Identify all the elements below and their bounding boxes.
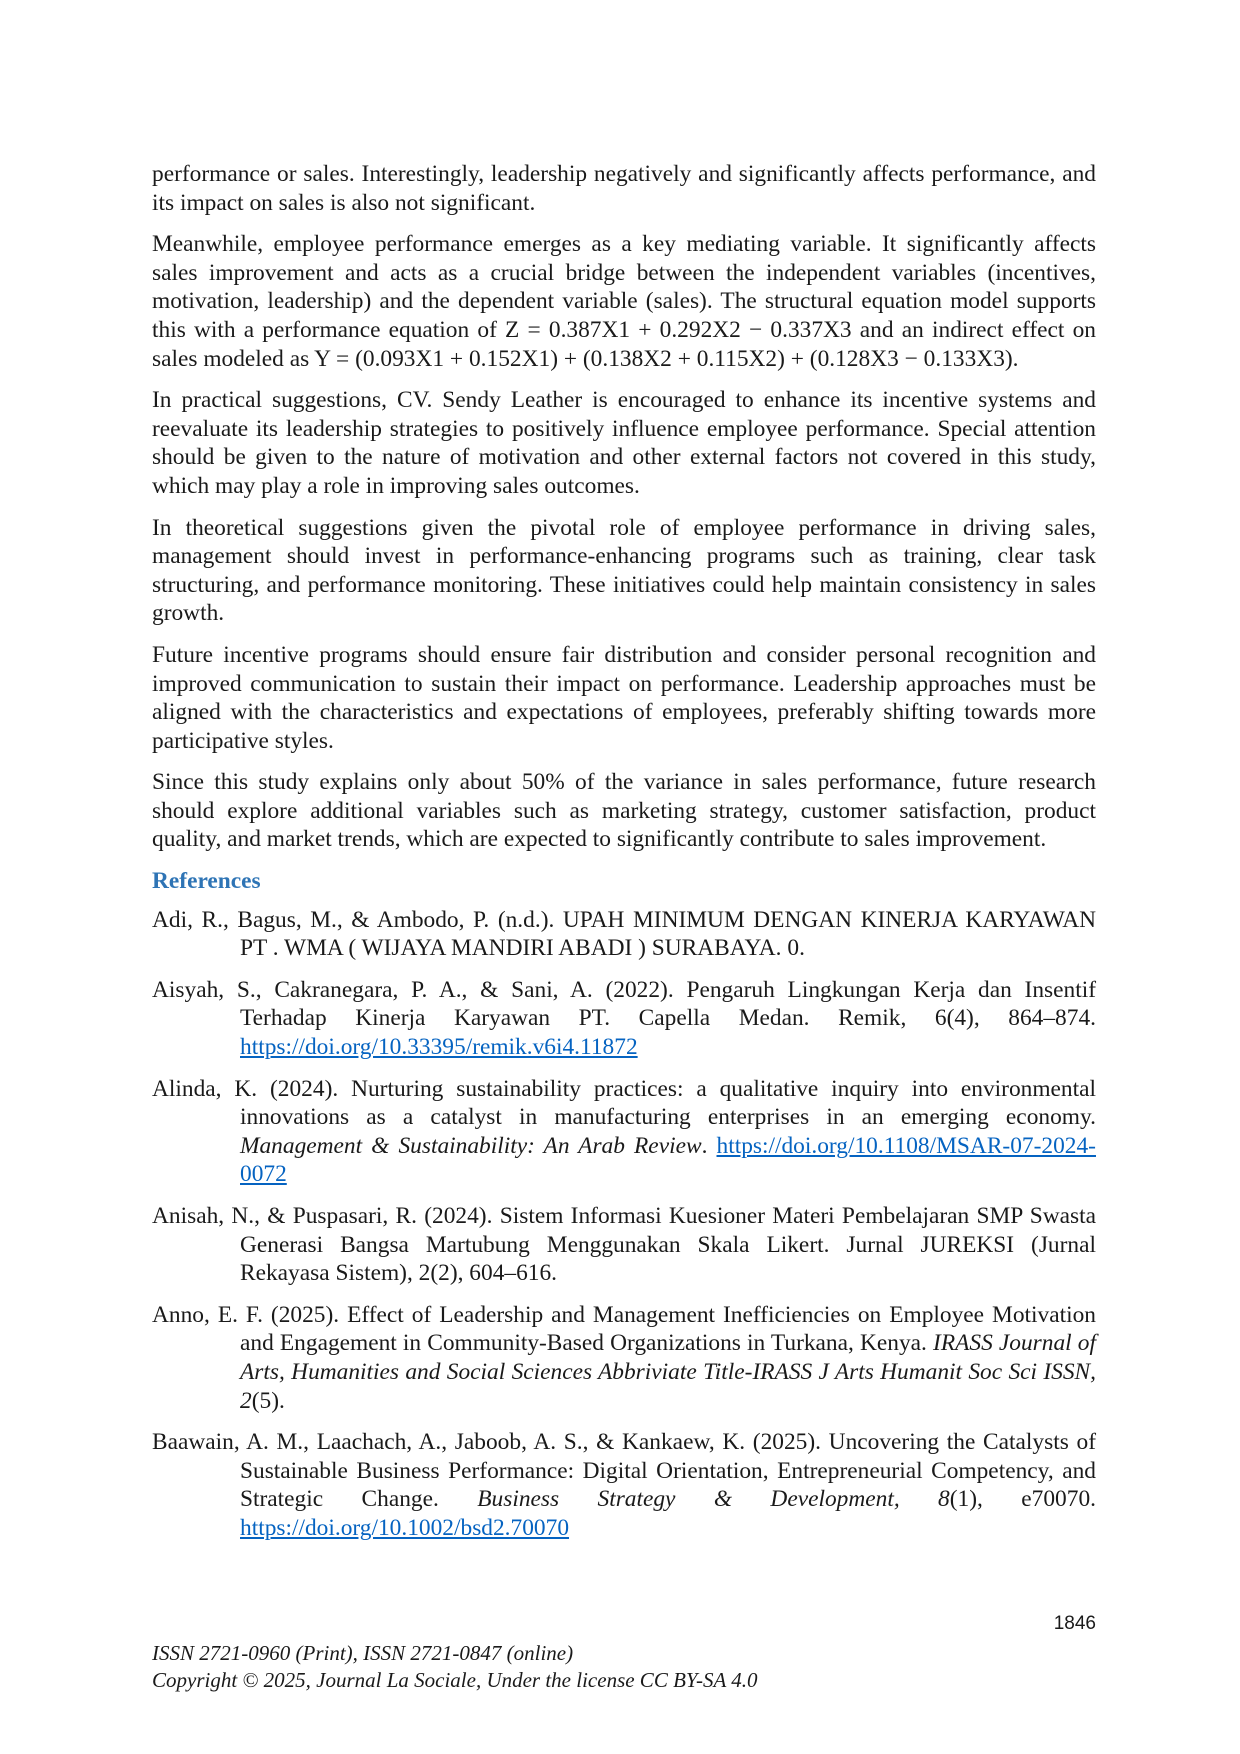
- references-list: [152, 906, 1096, 1543]
- reference-doi-link[interactable]: https://doi.org/10.33395/remik.v6i4.11872: [240, 1034, 638, 1061]
- reference-doi-link[interactable]: https://doi.org/10.1002/bsd2.70070: [240, 1514, 570, 1541]
- reference-text: Anno, E. F. (2025). Effect of Leadership and Management Inefficiencies on Employee Motivation and Engagement in Community-Based Organizations in Turkana, Kenya.: [152, 1301, 1096, 1357]
- reference-text: Aisyah, S., Cakranegara, P. A., & Sani, A. (2022). Pengaruh Lingkungan Kerja dan Insentif Terhadap Kinerja Karyawan PT. Capella Medan. Remik, 6(4), 864–874.: [152, 976, 1096, 1032]
- reference-item: [152, 1428, 1096, 1542]
- body-paragraph: Since this study explains only about 50% of the variance in sales performance, future research should explore additional variables such as marketing strategy, customer satisfaction, product quality, and market trends, which are expected to significantly contribute to sales improvement.: [152, 769, 1096, 853]
- references-heading: References: [152, 868, 261, 895]
- body-paragraph: Meanwhile, employee performance emerges as a key mediating variable. It significantly affects sales improvement and acts as a crucial bridge between the independent variables (incentives, motivation, leadership) and the dependent variable (sales). The structural equation model supports this with a performance equation of Z = 0.387X1 + 0.292X2 − 0.337X3 and an indirect effect on sales modeled as Y = (0.093X1 + 0.152X1) + (0.138X2 + 0.115X2) + (0.128X3 − 0.133X3).: [152, 231, 1096, 372]
- reference-text: Alinda, K. (2024). Nurturing sustainability practices: a qualitative inquiry into environmental innovations as a catalyst in manufacturing enterprises in an emerging economy.: [152, 1075, 1096, 1131]
- reference-journal: Business Strategy & Development, 8: [477, 1486, 950, 1513]
- page-footer: [152, 1640, 1096, 1694]
- body-paragraph: Future incentive programs should ensure fair distribution and consider personal recognition and improved communication to sustain their impact on performance. Leadership approaches must be aligned with the characteristics and expectations of employees, preferably shifting towards more participative styles.: [152, 641, 1096, 754]
- reference-item: [152, 906, 1096, 963]
- reference-doi-link[interactable]: https://doi.org/10.1108/MSAR-07-2024-0072: [240, 1132, 1096, 1188]
- reference-item: [152, 1202, 1096, 1288]
- body-paragraph: In practical suggestions, CV. Sendy Leather is encouraged to enhance its incentive systems and reevaluate its leadership strategies to positively influence employee performance. Special attention should be given to the nature of motivation and other external factors not covered in this study, which may play a role in improving sales outcomes.: [152, 387, 1096, 499]
- reference-item: [152, 976, 1096, 1062]
- body-paragraph: performance or sales. Interestingly, leadership negatively and significantly affects performance, and its impact on sales is also not significant.: [152, 161, 1096, 216]
- footer-copyright: Copyright © 2025, Journal La Sociale, Under the license CC BY-SA 4.0: [152, 1668, 758, 1692]
- reference-item: [152, 1075, 1096, 1189]
- reference-item: [152, 1301, 1096, 1415]
- body-paragraph: In theoretical suggestions given the pivotal role of employee performance in driving sales, management should invest in performance-enhancing programs such as training, clear task structuring, and performance monitoring. These initiatives could help maintain consistency in sales growth.: [152, 514, 1096, 627]
- footer-issn: ISSN 2721-0960 (Print), ISSN 2721-0847 (online): [152, 1641, 574, 1665]
- reference-text: Baawain, A. M., Laachach, A., Jaboob, A. S., & Kankaew, K. (2025). Uncovering the Catalysts of Sustainable Business Performance: Digital Orientation, Entrepreneurial Competency, and Strategic Change.: [152, 1429, 1096, 1513]
- reference-text: Adi, R., Bagus, M., & Ambodo, P. (n.d.). UPAH MINIMUM DENGAN KINERJA KARYAWAN PT . WMA ( WIJAYA MANDIRI ABADI ) SURABAYA. 0.: [152, 906, 1096, 962]
- reference-text-tail: (1), e70070.: [949, 1486, 1096, 1513]
- page-number: 1846: [1053, 1613, 1096, 1634]
- page-content: [152, 160, 1096, 1556]
- reference-text: Anisah, N., & Puspasari, R. (2024). Sistem Informasi Kuesioner Materi Pembelajaran SMP Swasta Generasi Bangsa Martubung Menggunakan Skala Likert. Jurnal JUREKSI (Jurnal Rekayasa Sistem), 2(2), 604–616.: [152, 1203, 1096, 1287]
- reference-text-tail: (5).: [251, 1387, 285, 1414]
- reference-text-tail: .: [701, 1132, 708, 1159]
- reference-journal: IRASS Journal of Arts, Humanities and Social Sciences Abbriviate Title-IRASS J Arts Humanit Soc Sci ISSN, 2: [240, 1330, 1096, 1414]
- reference-journal: Management & Sustainability: An Arab Review: [240, 1132, 702, 1159]
